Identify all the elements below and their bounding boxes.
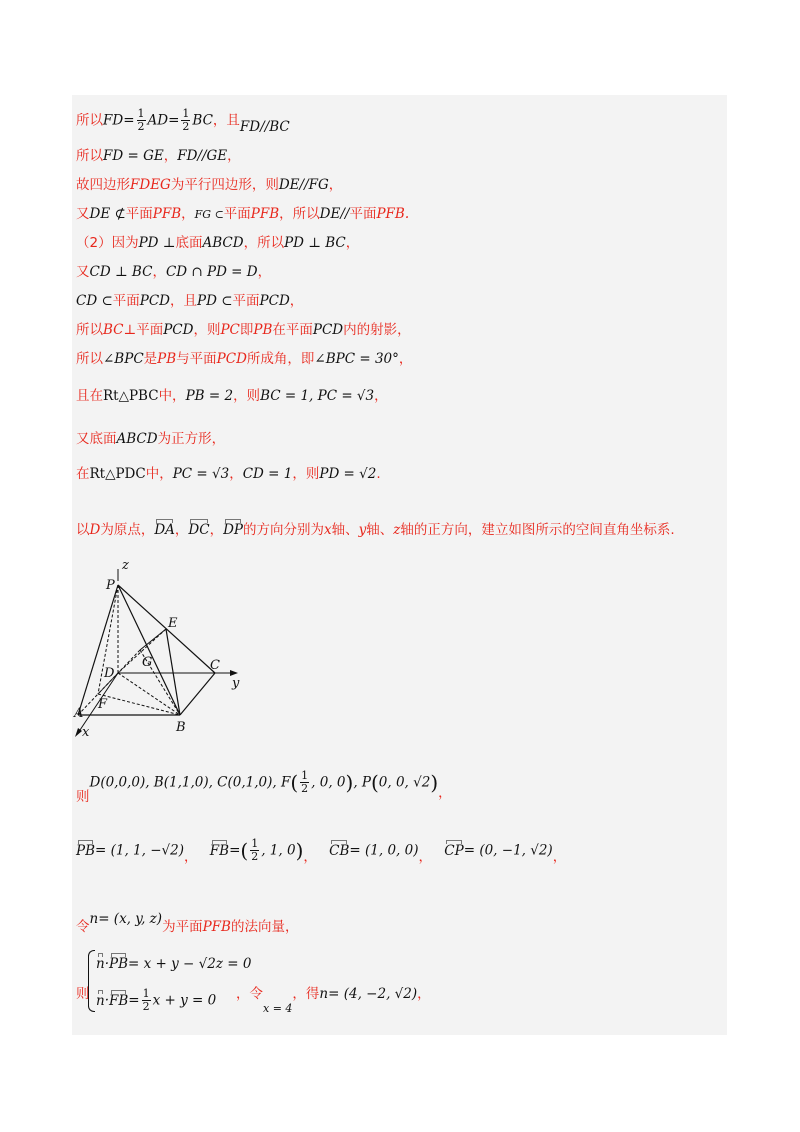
line-12: 在Rt△PDC中，PC = √3，CD = 1，则PD = √2. (76, 466, 381, 482)
math: AD (147, 112, 169, 129)
label-G: G (142, 655, 153, 670)
system-row-1: n·PB= x + y − √2z = 0 (96, 956, 252, 972)
system-brace (88, 950, 95, 1012)
pyramid-figure (70, 555, 270, 745)
line-2: 所以FD = GE，FD//GE， (76, 148, 241, 164)
line-5: （2）因为PD ⊥底面ABCD，所以PD ⊥ BC， (76, 235, 360, 251)
label-B: B (176, 720, 186, 735)
line-4: 又DE ⊄平面PFB，FG ⊂平面PFB，所以DE//平面PFB. (76, 206, 410, 222)
text: 所以 (76, 112, 103, 129)
edge-BC (180, 673, 215, 715)
text: ，且 (212, 112, 240, 129)
label-F: F (98, 697, 108, 712)
math: = (123, 112, 135, 129)
edge-EB (166, 629, 180, 715)
edge-PA (78, 585, 118, 715)
line-6: 又CD ⊥ BC，CD ∩ PD = D， (76, 264, 272, 280)
math: = (168, 112, 180, 129)
line-13: 以D为原点，DA，DC，DP的方向分别为x轴、y轴、z轴的正方向，建立如图所示的空间直角坐标系. (76, 522, 675, 538)
label-C: C (210, 658, 220, 673)
line-11: 又底面ABCD为正方形， (76, 431, 226, 447)
line-3: 故四边形FDEG为平行四边形，则DE//FG， (76, 177, 343, 193)
line-16: 令n= (x, y, z)为平面PFB的法向量， (76, 911, 299, 935)
line-15: PB= (1, 1, −√2)， FB=( $\frac{1}{2}$ , 1, 0)， CB= (1, 0, 0)， CP= (0, −1, √2)， (76, 837, 567, 865)
line-7: CD ⊂平面PCD，且PD ⊂平面PCD， (76, 293, 304, 309)
math: BC (192, 112, 213, 129)
label-x: x (82, 725, 90, 740)
fraction: $\frac{1}{2}$ (137, 107, 145, 134)
fraction: $\frac{1}{2}$ (182, 107, 190, 134)
system-row-2: n·FB= $\frac{1}{2}$ x + y = 0 (96, 987, 217, 1014)
line-14: 则D(0,0,0), B(1,1,0), C(0,1,0), F( $\frac{1}{2}$ , 0, 0), P(0, 0, √2)， (76, 769, 452, 805)
label-z: z (122, 558, 129, 573)
line-8: 所以BC⊥平面PCD，则PC即PB在平面PCD内的射影， (76, 322, 411, 338)
edge-FB (98, 694, 180, 715)
line-10: 且在Rt△PBC中，PB = 2，则BC = 1, PC = √3， (76, 388, 388, 404)
edge-DB (118, 673, 180, 715)
label-y: y (232, 676, 240, 691)
math: FD (103, 112, 124, 129)
line-1 (76, 108, 290, 133)
label-E: E (168, 616, 178, 631)
line-9: 所以∠BPC是PB与平面PCD所成角，即∠BPC = 30°， (76, 351, 413, 367)
label-D: D (104, 666, 115, 681)
line-17-tail: ，令$_{x = 4}$，得n= (4, −2, √2)， (236, 986, 431, 1015)
label-P: P (106, 578, 115, 593)
label-A: A (74, 706, 84, 721)
edge-PB (118, 585, 180, 715)
line-17-label: 则 (76, 986, 90, 1002)
math: FD//BC (239, 118, 290, 135)
